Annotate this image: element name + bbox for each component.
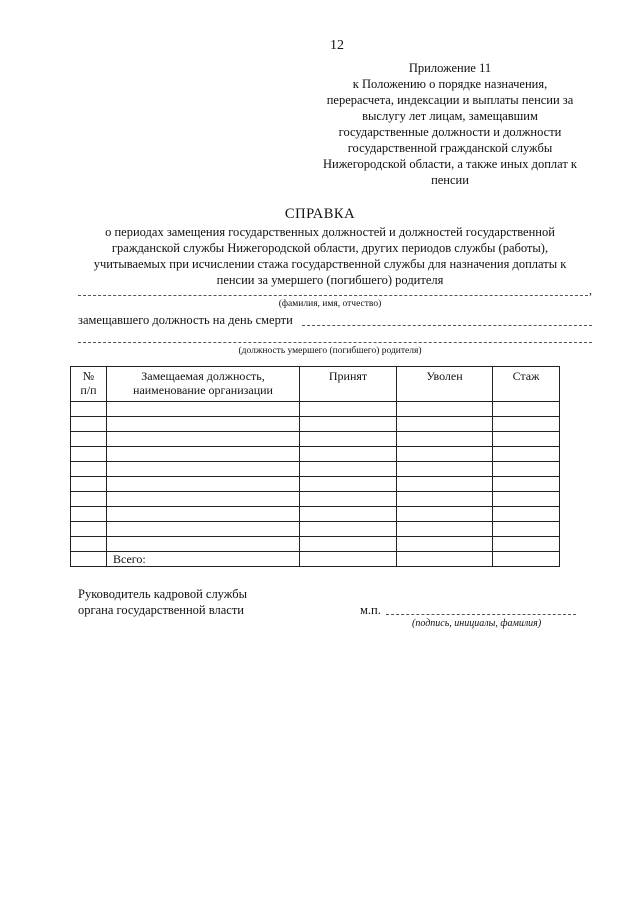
appendix-line: выслугу лет лицам, замещавшим	[362, 109, 538, 123]
appendix-line: Нижегородской области, а также иных доплат к	[322, 157, 578, 171]
footer-signatory	[78, 586, 247, 618]
appendix-line: пенсии	[431, 173, 469, 187]
table-total-row	[71, 552, 560, 567]
document-subtitle	[70, 224, 590, 288]
footer-line-2: органа государственной власти	[78, 603, 244, 617]
position-field-line[interactable]	[302, 325, 592, 326]
subtitle-line: о периодах замещения государственных должностей и должностей государственной	[105, 225, 555, 239]
table-row	[71, 537, 560, 552]
table-row	[71, 522, 560, 537]
table-row	[71, 447, 560, 462]
total-label: Всего:	[107, 552, 300, 567]
header-hired: Принят	[300, 367, 397, 402]
table-row	[71, 477, 560, 492]
position-label: замещавшего должность на день смерти	[78, 313, 293, 327]
stamp-label: м.п.	[360, 603, 381, 617]
appendix-line: Приложение 11	[408, 61, 492, 75]
header-dismissed: Уволен	[397, 367, 493, 402]
appendix-header	[300, 60, 600, 188]
table-row	[71, 462, 560, 477]
name-field-comma: ,	[589, 283, 592, 297]
subtitle-line: пенсии за умершего (погибшего) родителя	[216, 273, 444, 287]
signature-line[interactable]	[386, 614, 576, 615]
header-seniority: Стаж	[493, 367, 560, 402]
page-number: 12	[330, 38, 344, 53]
position-field-line-2[interactable]	[78, 342, 592, 343]
subtitle-line: гражданской службы Нижегородской области, других периодов службы (работы),	[111, 241, 549, 255]
header-position: Замещаемая должность, наименование организации	[107, 367, 300, 402]
appendix-line: государственной гражданской службы	[347, 141, 553, 155]
name-caption: (фамилия, имя, отчество)	[278, 299, 382, 309]
footer-line-1: Руководитель кадровой службы	[78, 587, 247, 601]
table-row	[71, 492, 560, 507]
table-header-row	[71, 367, 560, 402]
appendix-line: к Положению о порядке назначения,	[352, 77, 548, 91]
document-title: СПРАВКА	[284, 206, 356, 222]
signature-caption: (подпись, инициалы, фамилия)	[412, 618, 542, 629]
table-row	[71, 432, 560, 447]
header-number: № п/п	[71, 367, 107, 402]
appendix-line: государственные должности и должности	[338, 125, 562, 139]
appendix-line: перерасчета, индексации и выплаты пенсии за	[326, 93, 574, 107]
table-row	[71, 417, 560, 432]
name-field-line[interactable]	[78, 295, 588, 296]
position-caption: (должность умершего (погибшего) родителя)	[238, 346, 422, 356]
table-row	[71, 402, 560, 417]
service-periods-table	[70, 366, 560, 567]
table-row	[71, 507, 560, 522]
subtitle-line: учитываемых при исчислении стажа государственной службы для назначения доплаты к	[93, 257, 567, 271]
